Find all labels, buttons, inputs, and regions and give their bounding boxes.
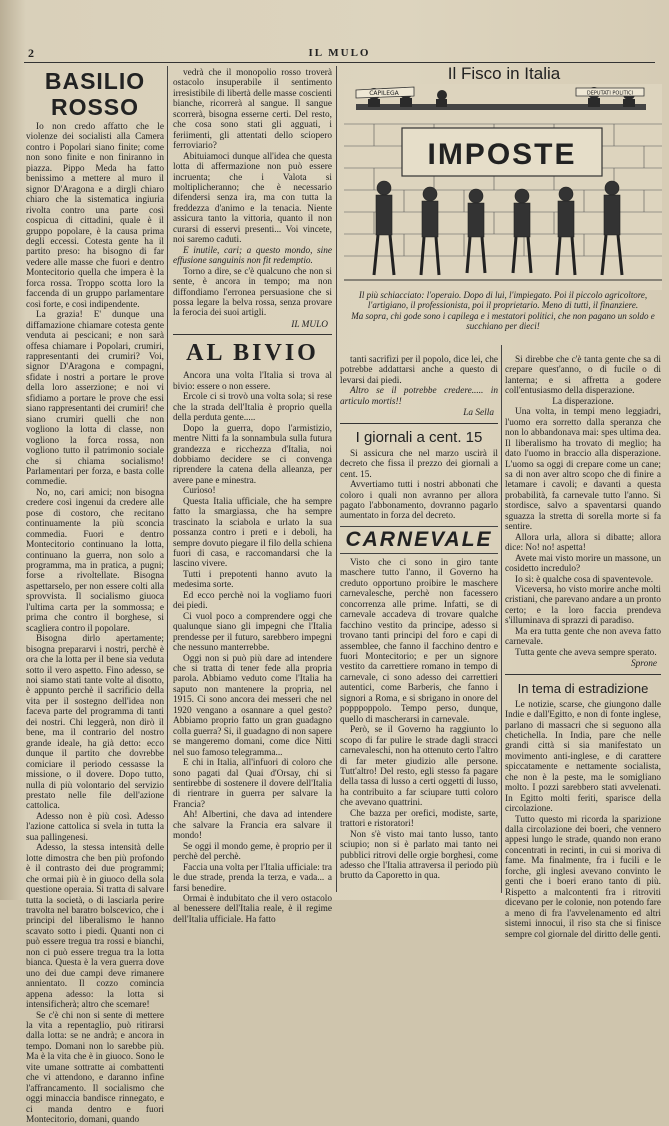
paragraph: Se oggi il mondo gemе, è proprio per il perchè del perchè. xyxy=(173,841,332,863)
paragraph: Adesso non è più così. Adesso l'azione cattolica si svela in tutta la sua pallingenesi. xyxy=(26,811,164,843)
paragraph: Ma era tutta gente che non aveva fatto carnevale. xyxy=(505,626,661,648)
divider xyxy=(173,334,332,335)
paragraph: Ormai è indubitato che il vero ostacolo al benessere dell'Italia reale, è il regime dell'Italia ufficiale. Ha fatto xyxy=(173,893,332,925)
paragraph: Che bazza per orefici, modiste, sarte, trattori e ristoratori! xyxy=(340,808,498,830)
paragraph: Questa Italia ufficiale, che ha sempre fatto la smargiassa, che ha sempre trascinato la sciabola e urlato la sua possanza contro i preti e i deboli, ha sempre dovuto piegare il filo della schiena fuori di casa, e raccomandarsi che la lascino vivere. xyxy=(173,496,332,570)
article-basilio-rosso xyxy=(26,68,164,1126)
article-title: AL BIVIO xyxy=(186,340,319,367)
paragraph: Tutta gente che aveva sempre sperato. xyxy=(515,647,657,658)
column-3 xyxy=(340,355,498,892)
paragraph: Viceversa, ho visto morire anche molti cristiani, che parevano andare a un pronto certo; e la loro faccia prendeva s'illuminava di sprazzi di paradiso. xyxy=(505,584,661,627)
imposte-banner: IMPOSTE xyxy=(427,138,577,171)
paragraph: Allora urla, allora si dibatte; allora dice: No! no! aspetta! xyxy=(505,532,661,554)
paragraph: Però, se il Governo ha raggiunto lo scopo di far pulire le strade dagli stracci carnevaleschi, non ha ottenuto certo l'altro di far meter giudizio alle persone. Tutt'altro! Del resto, egli stesso fa pagare della tassa di lusso a certi oggetti di lusso, ha contribuito a far sciupare tutti coloro che avevano quattrini. xyxy=(340,725,498,809)
article-title: CARNEVALE xyxy=(340,526,498,554)
paragraph: Io sì: è qualche cosa di spaventevole. xyxy=(515,574,654,585)
paragraph: Si direbbe che c'è tanta gente che sa di crepare quest'anno, o di fucile o di lanterna; e si affretta a godere coll'entusiasmo della disperazione. xyxy=(505,355,661,397)
signature: Sprone xyxy=(631,659,657,670)
paragraph: tanti sacrifizi per il popolo, dice lei, che potrebbe addattarsi anche a questo di levarsi dai piedi. xyxy=(340,355,498,386)
paragraph: Io non credo affatto che le violenze dei socialisti alla Camera contro i Popolari siano finite; come non sono finite e non finiranno in piazza. Pippo Meda ha fatto benissimo a mettere al muro il signor D'Aragona e a dirgli chiaro chiaro che la sistematica ingiuria rivolta contro una parte così cospicua di cittadini, quale è il gruppo popolare, è la causa prima degli eccessi. Cotesta gente ha il partito preso: ha bisogno di far vedere alle masse che fuori e dentro Montecitorio quella che impera è la forca rossa. Troppo scotta loro la faccenda di un gruppo parlamentare così forte, e così indipendente. xyxy=(26,122,164,310)
paragraph: La grazia! E' dunque una diffamazione chiamare cotesta gente venduta ai pescicani; e non sarà offesa chiamare i Popolari, crumiri, rappresentanti dei crumiri? Voi, signor D'Aragona e compagni, sfidate i nostri a portare le prove della loro asserzione; e noi vi sfidiamo a portare le prove che essi siano rappresentanti dei crumiri! che siano crumiri quelli che non vogliono la lotta di classe, non vogliono la forca rossa, non vogliono tutto il patrimonio sociale che si chiama socialismo! Parlamentari per forza, e basta colle commedie. xyxy=(26,310,164,488)
paragraph: Altro se il potrebbe credere..... in articulo mortis!! xyxy=(340,386,498,407)
column-rule xyxy=(167,66,168,892)
paragraph: Ed ecco perchè noi la vogliamo fuori dei piedi. xyxy=(173,590,332,612)
signature: IL MULO xyxy=(291,319,328,330)
paragraph: Se c'è chi non si sente di mettere la vita a repentaglio, può ritirarsi dalla lotta: se ne andrà; e ancora in tempo. Domani non lo sarebbe più. Ma è la vita che è in giuoco. Sono le vite umane sottratte ai combattenti che vi attendono, e daranno infine l'affrancamento. Il socialismo che oggi minaccia bandisce rinnegato, e ci manda dentro e fuori Montecitorio, domani, quando xyxy=(26,1010,164,1126)
paragraph: Ci vuol poco a comprendere oggi che qualunque siano gli impegni che l'Italia prendesse per il futuro, sarebbero impegni che nessuno manterrebbe. xyxy=(173,611,332,654)
paragraph: Ercole ci si trovò una volta sola; si rese che la strada dell'Italia è proprio quella della perduta gente..... xyxy=(173,392,332,424)
paragraph: Ancora una volta l'Italia si trova al bivio: essere o non essere. xyxy=(173,371,332,392)
paragraph: Curioso! xyxy=(183,486,216,497)
paragraph: Bisogna dirlo apertamente; bisogna prepararvi i nostri, perchè è ora che la lotta per il bene sia veduta sotto il vero aspetto. Fino adesso, se noi siamo stati tante volte al disotto, è appunto perchè il sacrificio della vita per il sostegno dell'idea non faceva parte del programma di tanti dei nostri. Chi leggerà, non dirò il bene, ma il contrario del nostro grande ideale, ha già detto: ecco dunque il partito che dovrebbe comiciare il periodo cessasse la missione, o il dovere. Dopo tutto, nulla di più volontario del servizio prestato nelle file dell'azione cattolica. xyxy=(26,634,164,812)
page-header xyxy=(24,48,655,63)
caption-line: Ma sopra, chi gode sono i capilega e i mestatori politici, che non pagano un soldo e succhiano per dieci! xyxy=(351,310,655,331)
paragraph: Torno a dire, se c'è qualcuno che non si sente, è ancora in tempo; ma non diffondiamo l'erronea persuasione che si possa legare la belva rossa, senza provare la ferocia dei suoi artigli. xyxy=(173,266,332,319)
paragraph: Avvertiamo tutti i nostri abbonati che coloro i quali non avranno per allora pagato l'abbonamento, dovranno pagarlo aumentato in forza del decreto. xyxy=(340,480,498,522)
column-rule xyxy=(336,66,337,892)
cartoon-illustration xyxy=(344,84,662,290)
paragraph: Si assicura che nel marzo uscirà il decreto che fissa il prezzo dei giornali a cent. 15. xyxy=(340,448,498,480)
article-title: BASILIO ROSSO xyxy=(44,68,146,120)
column-2 xyxy=(173,68,332,925)
paragraph: E inutile, cari; a questo mondo, sine effusione sanguinis non fit redemptio. xyxy=(173,245,332,267)
paragraph: Oggi non si può più dare ad intendere che si tratta di tener fede alla propria parola. Abbiamo veduto come l'Italia ha saputo non mantenere la propria, nel 1915. Ci sono ancora dei messeri che nel 1920 vengano a osannare a quel gesto? Abbiamo proprio fatto un gran guadagno colla guerra? Si, il guadagno di non sapere se mangeremo domani, come dice Nitti nel suo famoso telegramma... xyxy=(173,653,332,758)
paragraph: No, no, cari amici; non bisogna credere così ingenui da credere alle pose di costoro, che recitano continuamente la più sconcia commedia. Fuori e dentro Montecitorio continuano la lotta, continuano la guerra, non solo a programma, ma in pratica, a pugni; forse a rivoltellate. Bisogna aspettarselo, per non essere colti alla sprovvista. Il socialismo giuoca l'ultima carta per la sommossa; e prima che contro il borghese, si scagliera contro il popolare. xyxy=(26,487,164,634)
sign-deputati: DEPUTATI POLITICI xyxy=(586,90,634,97)
signature: La Sella xyxy=(463,408,494,419)
paragraph: Le notizie, scarse, che giungono dalle Indie e dall'Egitto, e non di fonte inglese, parlano di massacri che si seguono alla chetichella. In India, pare che nelle grandi città si sia manifestato un movimento anti-inglese, e di carattere spiccatamente e nettamente socialista, che non è la peste, ma le somigliano molto. I pozzi sarebbero stati avvelenati. In Egitto molti feriti, sparisce della circolazione. xyxy=(505,699,661,815)
paragraph: E chi in Italia, all'infuori di coloro che sono pagati dal Quai d'Orsay, chi si sentirebbe di sostenere il dovere dell'Italia di rientrare in guerra per salvare la Francia? xyxy=(173,758,332,810)
paragraph: La disperazione. xyxy=(552,396,614,407)
paragraph: Tutto questo mi ricorda la sparizione dalla circolazione dei boeri, che vennero appesi lungo le strade, quando non erano concentrati in recinti, in cui si moriva di fame. Ma finalmente, fra i fucili e le forche, gli inglesi avevano convinto le genti che i boeri erano tanto di più. Rispetto a malcontenti fra i ritroviti dicevano per le colonie, non potendo fare a meno di fra l'avvelenamento ed altri sistemi innocui, il riso sta che si finisce sempre col giornale del diritto delle genti. xyxy=(505,814,661,940)
cartoon-title: Il Fisco in Italia xyxy=(447,64,561,83)
paragraph: Abituiamoci dunque all'idea che questa lotta di affermazione non può essere incruenta; che i Valota si moltiplicheranno; che è necessario difendersi senza ira, ma con tutta la freddezza d'animo e la tenacia. Niente assicura tanto la vittoria, quanto il non curarsi di esservi presenti... Voi vincete, noi saremo caduti. xyxy=(173,151,332,246)
paragraph: Tutti i prepotenti hanno avuto la medesima sorte. xyxy=(173,569,332,591)
column-4 xyxy=(505,355,661,940)
caption-line: Il più schiacciato: l'operaio. Dopo di lui, l'impiegato. Poi il piccolo agricoltore, l'artigiano, il professionista, poi il proprietario. Meno di tutti, il finanziere. xyxy=(358,290,648,311)
article-title: In tema di estradizione xyxy=(517,680,649,696)
paragraph: Visto che ci sono in giro tante maschere tutto l'anno, il Governo ha creduto opportuno proibire le maschere carnevalesche, perchè non facessero concorrenza alle prime. Infatti, se di carnevale accadeva di trovare qualche facchino vestito da principe, adesso si trovano tanti principi del foro e capi di assemblee, che fanno il facchino dentro e fuori Montecitorio; e per un signore vestito da carrettiere romano in tempo di carnevale, ci sono adesso dei carrettieri autentici, come Barberis, che fanno i signori a Roma, e si sbrigano in onore del popppoppolo. Tempo perso, dunque, quello di mascherarsi in carnevale. xyxy=(340,557,498,725)
sign-capilega: CAPILEGA xyxy=(369,90,399,97)
paragraph: vedrà che il monopolio rosso troverà ostacolo insuperabile il sentimento irresistibile di libertà delle masse coscienti bianche, ricorrerà al sangue. Il sangue scorrerà, bisogna esserne certi. Del resto, che cosa sono stati gli agguati, i feriimenti, gli attentati dello sciopero ferroviario? xyxy=(173,68,332,152)
paragraph: Adesso, la stessa intensità delle lotte dimostra che ben più profondo è il contrasto dei due programmi; che ormai più è in giuoco della sola questione operaia. Si tratta di salvare tutta la società, o di lasciarla perire travolta nel baratro bolscevico, che i principi del liberalismo le hanno scavato sotto i piedi. Quanti non ci può essere tregua tra rossi e bianchi, non ci può essere tregua tra la lotta bianca. Questa è la vera guerra dove uno dei due campi deve rimanere annientato. Il cozzo comincia appena adesso: la lotta si intensificherà; altro che scemare! xyxy=(26,843,164,1011)
divider xyxy=(505,674,661,675)
article-title: I giornali a cent. 15 xyxy=(355,428,483,446)
paragraph: Non s'è visto mai tanto lusso, tanto sciupio; non si è parlato mai tanto nei pubblici ritrovi delle orgie borghesi, come adesso che l'Italia attraversa il periodo più brutto da Caporetto in qua. xyxy=(340,829,498,882)
page-number: 2 xyxy=(28,46,34,60)
cartoon-caption xyxy=(344,290,662,331)
paragraph: Avete mai visto morire un massone, un cosidetto incredulo? xyxy=(505,553,661,575)
paragraph: Dopo la guerra, dopo l'armistizio, mentre Nitti fa la sonnambula sulla futura grandezza e ricchezza d'Italia, noi dobbiamo decidere se ci convenga riprendere la catena della alleanza, per avere pane e minestra. xyxy=(173,423,332,486)
divider xyxy=(340,423,498,424)
paragraph: Una volta, in tempi meno leggiadri, l'uomo era sorretto dalla speranza che non lo abbandonava mai: spes ultima dea. Il liberalismo ha trovato di meglio; ha dato l'uomo in braccio alla disperazione. L'uomo sa oggi di crepare come un cane; sa di non aver altro scopo che di finire a letamare i cavoli; e davanti a questa probabilità, fa carnevale tutto l'anno. Si stordisce, salvo a spaventarsi quando sguazza la stretta di sorella morte si fa sentire. xyxy=(505,407,661,533)
paragraph: Ah! Albertini, che dava ad intendere che salvare la Francia era salvare il mondo! xyxy=(173,810,332,842)
column-rule xyxy=(501,345,502,893)
paragraph: Faccia una volta per l'Italia ufficiale: tra le due strade, prenda la terza, e vada... a farsi benedire. xyxy=(173,862,332,894)
publication-title: IL MULO xyxy=(308,47,371,59)
